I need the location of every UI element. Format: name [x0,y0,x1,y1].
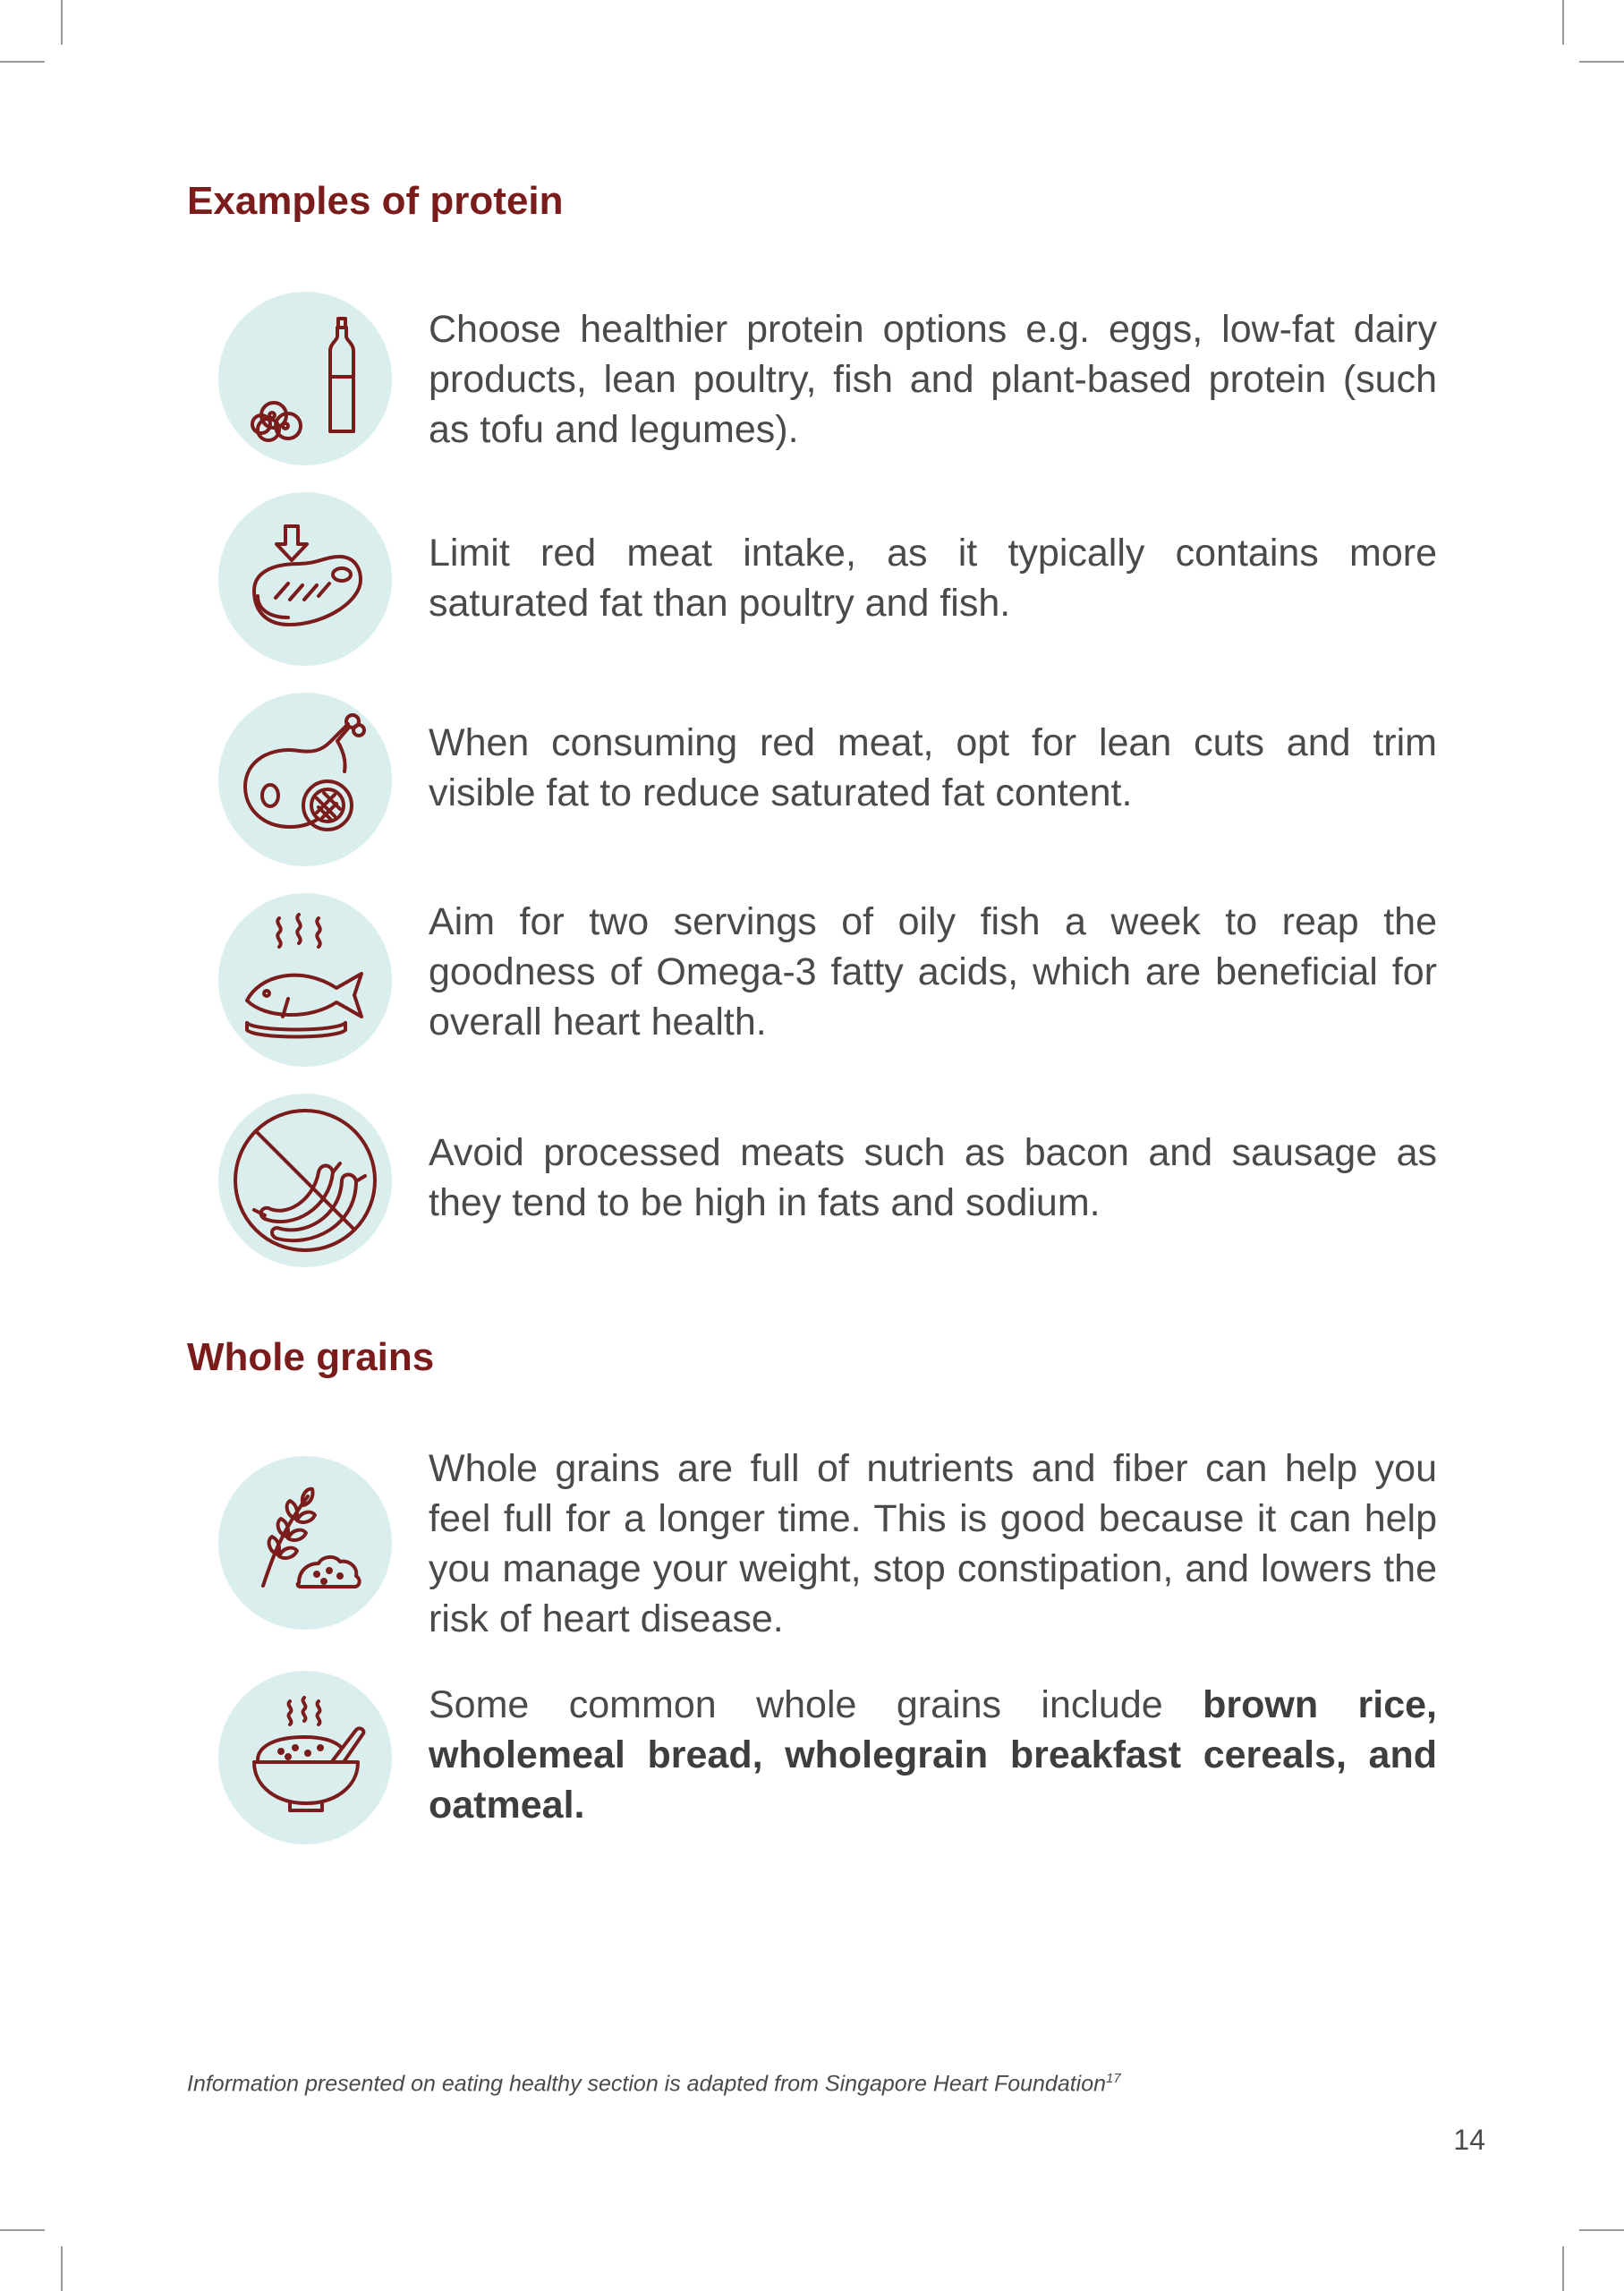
crop-mark [1562,0,1564,45]
crop-mark [1579,61,1624,63]
grains-item-text-bold: brown rice, wholemeal bread, wholegrain breakfast cereals, and oatmeal. [429,1683,1437,1827]
protein-item-text: Avoid processed meats such as bacon and sausage as they tend to be high in fats and sodium. [429,1131,1437,1224]
ham-lean-cut-icon [218,693,392,866]
page-number: 14 [1453,2124,1485,2156]
protein-item-text: Aim for two servings of oily fish a week to reap the goodness of Omega-3 fatty acids, which are beneficial for overall heart health. [429,900,1437,1043]
steak-limit-icon [218,492,392,666]
grains-item-text-plain: Some common whole grains include [429,1683,1203,1726]
rice-bowl-icon [218,1671,392,1844]
protein-item-text: When consuming red meat, opt for lean cuts and trim visible fat to reduce saturated fat content. [429,721,1437,814]
crop-mark [61,0,63,45]
source-footnote [187,2071,1121,2097]
crop-mark [0,2229,45,2231]
protein-item-text: Limit red meat intake, as it typically contains more saturated fat than poultry and fish. [429,532,1437,625]
footnote-reference: 17 [1106,2071,1121,2086]
section-heading-protein: Examples of protein [187,179,564,223]
grains-item-text: Whole grains are full of nutrients and fiber can help you feel full for a longer time. This is good because it can help you manage your weight, stop constipation, and lowers the risk of heart disease. [429,1447,1437,1640]
wheat-and-grains-icon [218,1456,392,1630]
protein-item-text: Choose healthier protein options e.g. eggs, low-fat dairy products, lean poultry, fish and plant-based protein (such as tofu and legumes). [429,308,1437,451]
crop-mark [61,2246,63,2291]
crop-mark [0,61,45,63]
grains-item-text [429,1680,1437,1830]
footnote-text: Information presented on eating healthy section is adapted from Singapore Heart Foundation [187,2071,1107,2097]
crop-mark [1579,2229,1624,2231]
eggs-and-oil-bottle-icon [218,292,392,465]
section-heading-whole-grains: Whole grains [187,1335,435,1379]
steaming-fish-icon [218,893,392,1067]
no-sausage-icon [218,1094,392,1267]
crop-mark [1562,2246,1564,2291]
